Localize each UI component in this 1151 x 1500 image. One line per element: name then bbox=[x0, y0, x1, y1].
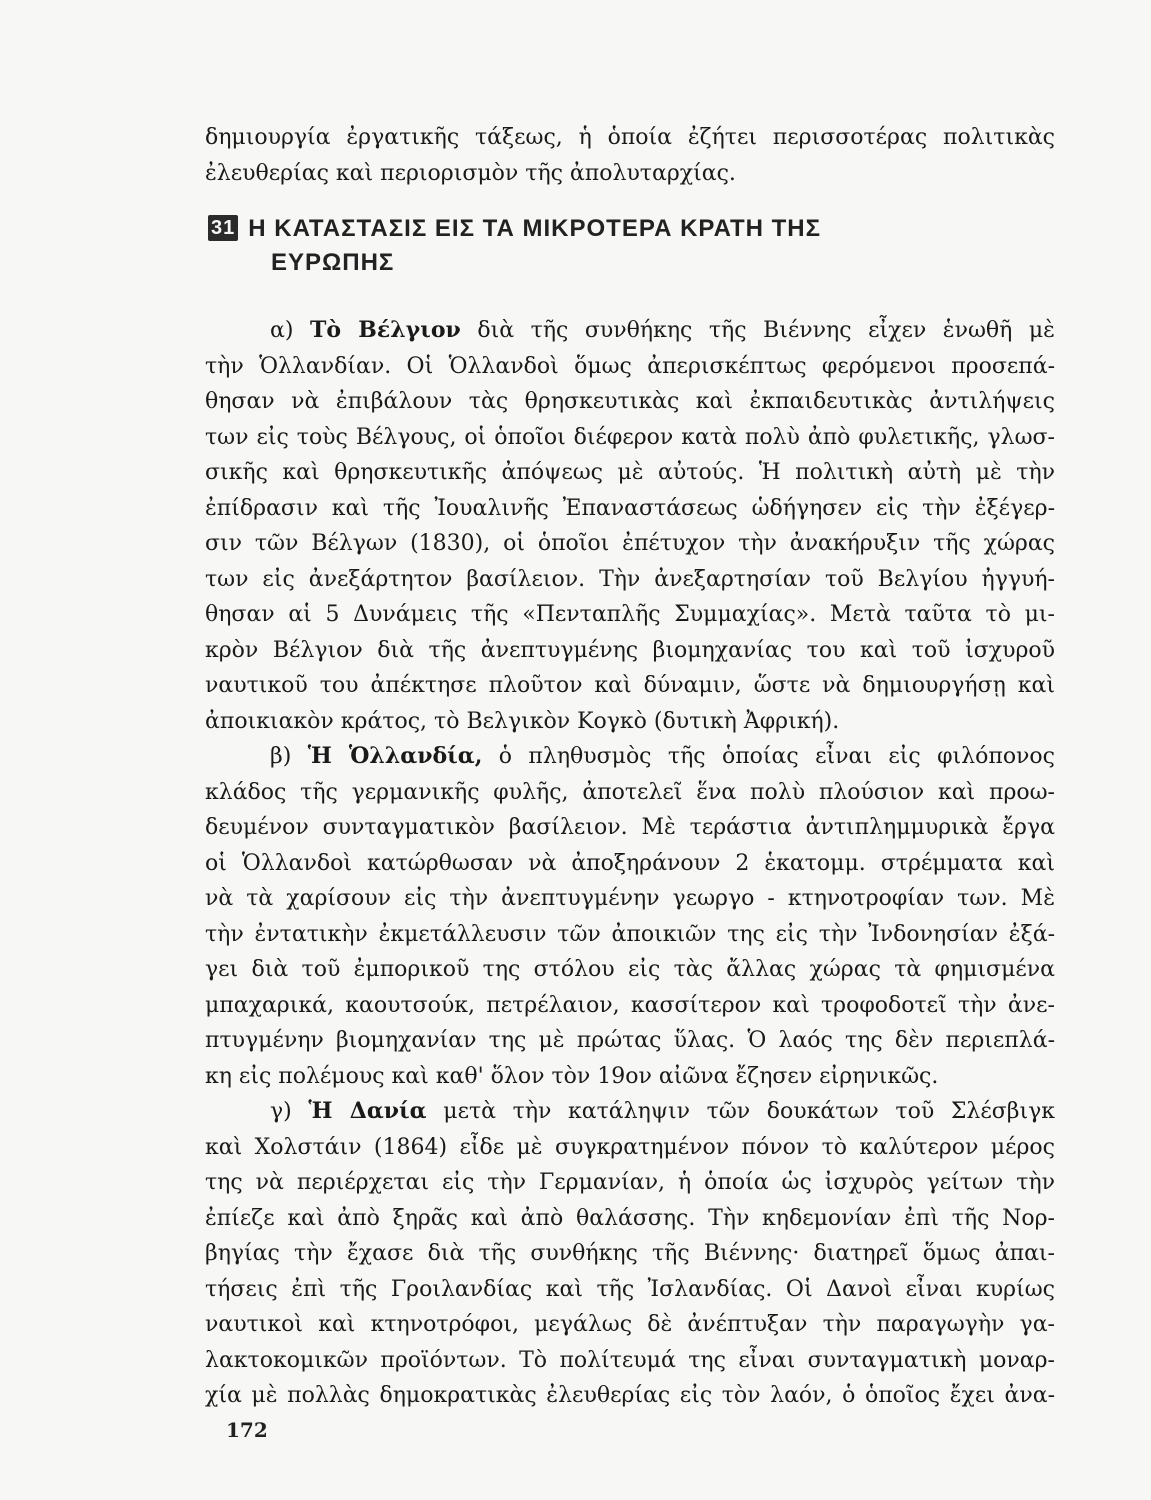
text-line: ἐπίδρασιν καὶ τῆς Ἰουαλινῆς Ἐπαναστάσεως ὡδήγησεν εἰς τὴν ἐξέγερ- bbox=[205, 495, 1055, 521]
text-line: λακτοκομικῶν προϊόντων. Τὸ πολίτευμά της εἶναι συνταγματικὴ μοναρ- bbox=[205, 1347, 1055, 1373]
paragraph-first-line-denmark bbox=[205, 1094, 1055, 1130]
item-marker: α) bbox=[270, 318, 294, 343]
text-line: κλάδος τῆς γερμανικῆς φυλῆς, ἀποτελεῖ ἕνα πολὺ πλούσιον καὶ προω- bbox=[205, 779, 1055, 805]
text-line: σικῆς καὶ θρησκευτικῆς ἀπόψεως μὲ αὐτούς. Ἡ πολιτικὴ αὐτὴ μὲ τὴν bbox=[205, 460, 1055, 485]
text-line: πτυγμένην βιομηχανίαν της μὲ πρώτας ὕλας. Ὁ λαός της δὲν περιεπλά- bbox=[205, 1028, 1055, 1053]
text-line: ἐλευθερίας καὶ περιορισμὸν τῆς ἀπολυταρχίας. bbox=[205, 160, 736, 186]
section-number-badge: 31 bbox=[208, 215, 238, 241]
item-term: Ἡ Ὁλλανδία, bbox=[307, 743, 483, 769]
text-line: τὴν Ὁλλανδίαν. Οἱ Ὁλλανδοὶ ὅμως ἀπερισκέπτως φερόμενοι προσεπά- bbox=[205, 353, 1055, 379]
section-heading bbox=[208, 212, 1058, 280]
section-body bbox=[205, 313, 1055, 1414]
text-line: θησαν νὰ ἐπιβάλουν τὰς θρησκευτικὰς καὶ ἐκπαιδευτικὰς ἀντιλήψεις bbox=[205, 389, 1055, 414]
text-line: δημιουργία ἐργατικῆς τάξεως, ἡ ὁποία ἐζήτει περισσοτέρας πολιτικὰς bbox=[205, 125, 1055, 150]
text-line: νὰ τὰ χαρίσουν εἰς τὴν ἀνεπτυγμένην γεωργο - κτηνοτροφίαν των. Μὲ bbox=[205, 886, 1055, 911]
text-fragment: ὁ πληθυσμὸς τῆς ὁποίας εἶναι εἰς φιλόπονος bbox=[498, 744, 1055, 769]
text-line: τὴν ἐντατικὴν ἐκμετάλλευσιν τῶν ἀποικιῶν της εἰς τὴν Ἰνδονησίαν ἐξά- bbox=[205, 921, 1055, 947]
page-number: 172 bbox=[226, 1418, 268, 1442]
text-line: σιν τῶν Βέλγων (1830), οἱ ὁποῖοι ἐπέτυχον τὴν ἀνακήρυξιν τῆς χώρας bbox=[205, 531, 1055, 556]
text-line: της νὰ περιέρχεται εἰς τὴν Γερμανίαν, ἡ ὁποία ὡς ἰσχυρὸς γείτων τὴν bbox=[205, 1170, 1055, 1195]
text-line: γει διὰ τοῦ ἐμπορικοῦ της στόλου εἰς τὰς ἄλλας χώρας τὰ φημισμένα bbox=[205, 957, 1055, 982]
section-title-line-2: ΕΥΡΩΠΗΣ bbox=[271, 249, 395, 276]
text-line: χία μὲ πολλὰς δημοκρατικὰς ἐλευθερίας εἰς τὸν λαόν, ὁ ὁποῖος ἔχει ἀνα- bbox=[205, 1383, 1055, 1408]
text-fragment: διὰ τῆς συνθήκης τῆς Βιέννης εἶχεν ἑνωθῆ μὲ bbox=[477, 318, 1055, 343]
text-line: θησαν αἱ 5 Δυνάμεις τῆς «Πενταπλῆς Συμμαχίας». Μετὰ ταῦτα τὸ μι- bbox=[205, 602, 1055, 627]
text-line: δευμένον συνταγματικὸν βασίλειον. Μὲ τεράστια ἀντιπλημμυρικὰ ἔργα bbox=[205, 815, 1055, 840]
item-term: Ἡ Δανία bbox=[308, 1098, 427, 1124]
item-marker: γ) bbox=[270, 1099, 292, 1124]
text-line: ἐπίεζε καὶ ἀπὸ ξηρᾶς καὶ ἀπὸ θαλάσσης. Τὴν κηδεμονίαν ἐπὶ τῆς Νορ- bbox=[205, 1205, 1055, 1231]
intro-paragraph bbox=[205, 120, 1055, 191]
text-line: ναυτικοὶ καὶ κτηνοτρόφοι, μεγάλως δὲ ἀνέπτυξαν τὴν παραγωγὴν γα- bbox=[205, 1312, 1055, 1337]
paragraph-first-line-belgium bbox=[205, 313, 1055, 349]
text-line: κρὸν Βέλγιον διὰ τῆς ἀνεπτυγμένης βιομηχανίας του καὶ τοῦ ἰσχυροῦ bbox=[205, 637, 1055, 663]
item-term: Τὸ Βέλγιον bbox=[310, 317, 461, 343]
text-line: βηγίας τὴν ἔχασε διὰ τῆς συνθήκης τῆς Βιέννης· διατηρεῖ ὅμως ἀπαι- bbox=[205, 1241, 1055, 1266]
paragraph-first-line-netherlands bbox=[205, 739, 1055, 775]
text-line: τήσεις ἐπὶ τῆς Γροιλανδίας καὶ τῆς Ἰσλανδίας. Οἱ Δανοὶ εἶναι κυρίως bbox=[205, 1276, 1055, 1302]
text-line: των εἰς ἀνεξάρτητον βασίλειον. Τὴν ἀνεξαρτησίαν τοῦ Βελγίου ἠγγυή- bbox=[205, 566, 1055, 592]
text-line: ναυτικοῦ του ἀπέκτησε πλοῦτον καὶ δύναμιν, ὥστε νὰ δημιουργήσῃ καὶ bbox=[205, 673, 1055, 698]
item-marker: β) bbox=[270, 744, 292, 769]
text-line: κη εἰς πολέμους καὶ καθ' ὅλον τὸν 19ον αἰῶνα ἔζησεν εἰρηνικῶς. bbox=[205, 1063, 939, 1089]
text-line: των εἰς τοὺς Βέλγους, οἱ ὁποῖοι διέφερον κατὰ πολὺ ἀπὸ φυλετικῆς, γλωσ- bbox=[205, 424, 1055, 450]
text-fragment: μετὰ τὴν κατάληψιν τῶν δουκάτων τοῦ Σλέσβιγκ bbox=[443, 1099, 1055, 1124]
text-line: μπαχαρικά, καουτσούκ, πετρέλαιον, κασσίτερον καὶ τροφοδοτεῖ τὴν ἀνε- bbox=[205, 992, 1055, 1018]
section-title-line-1: Η ΚΑΤΑΣΤΑΣΙΣ ΕΙΣ ΤΑ ΜΙΚΡΟΤΕΡΑ ΚΡΑΤΗ ΤΗΣ bbox=[248, 215, 822, 242]
text-line: καὶ Χολστάιν (1864) εἶδε μὲ συγκρατημένον πόνον τὸ καλύτερον μέρος bbox=[205, 1134, 1055, 1160]
text-line: οἱ Ὁλλανδοὶ κατώρθωσαν νὰ ἀποξηράνουν 2 ἑκατομμ. στρέμματα καὶ bbox=[205, 850, 1055, 876]
text-line: ἀποικιακὸν κράτος, τὸ Βελγικὸν Κογκὸ (δυτικὴ Ἀφρική). bbox=[205, 708, 840, 734]
